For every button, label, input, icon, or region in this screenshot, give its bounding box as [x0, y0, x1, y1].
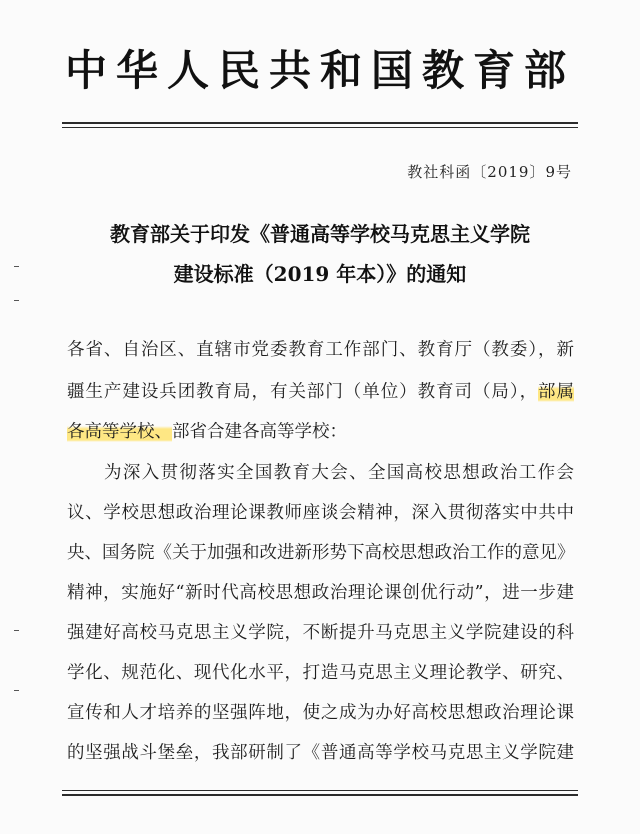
body-line: 央、国务院《关于加强和改进新形势下高校思想政治工作的意见》: [67, 543, 575, 563]
body-line: 强建好高校马克思主义学院，不断提升马克思主义学院建设的科: [67, 623, 574, 643]
body-line: 议、学校思想政治理论课教师座谈会精神，深入贯彻落实中共中: [67, 503, 574, 523]
ministry-header: 中华人民共和国教育部: [64, 46, 575, 95]
body-text: 疆生产建设兵团教育局，有关部门（单位）教育司（局），: [67, 382, 539, 402]
margin-mark: [14, 690, 19, 691]
notice-title-line-1: 教育部关于印发《普通高等学校马克思主义学院: [110, 222, 530, 246]
margin-mark: [14, 630, 19, 631]
highlighted-text: 各高等学校、: [67, 422, 172, 442]
body-line: 的坚强战斗堡垒，我部研制了《普通高等学校马克思主义学院建: [67, 743, 574, 763]
body-text: 部省合建各高等学校：: [172, 422, 347, 442]
body-line: 宣传和人才培养的坚强阵地，使之成为办好高校思想政治理论课: [67, 703, 574, 723]
header-rule-thick: [62, 122, 578, 124]
body-line: 精神，实施好“新时代高校思想政治理论课创优行动”，进一步建: [67, 583, 574, 603]
highlighted-text: 部属: [538, 382, 575, 402]
body-line: [67, 418, 574, 443]
margin-mark: [14, 266, 19, 267]
footer-rule-thin: [62, 790, 578, 791]
footer-rule-thick: [62, 794, 578, 796]
document-number: 教社科函〔2019〕9号: [407, 163, 572, 181]
margin-mark: [14, 300, 19, 301]
body-line: [67, 378, 574, 403]
body-line: 各省、自治区、直辖市党委教育工作部门、教育厅（教委），新: [67, 340, 574, 360]
header-rule-thin: [62, 127, 578, 128]
paragraph-first-line: 为深入贯彻落实全国教育大会、全国高校思想政治工作会: [104, 463, 574, 483]
body-line: 学化、规范化、现代化水平，打造马克思主义理论教学、研究、: [67, 663, 574, 683]
notice-title-line-2: 建设标准（2019 年本）》的通知: [173, 262, 467, 286]
